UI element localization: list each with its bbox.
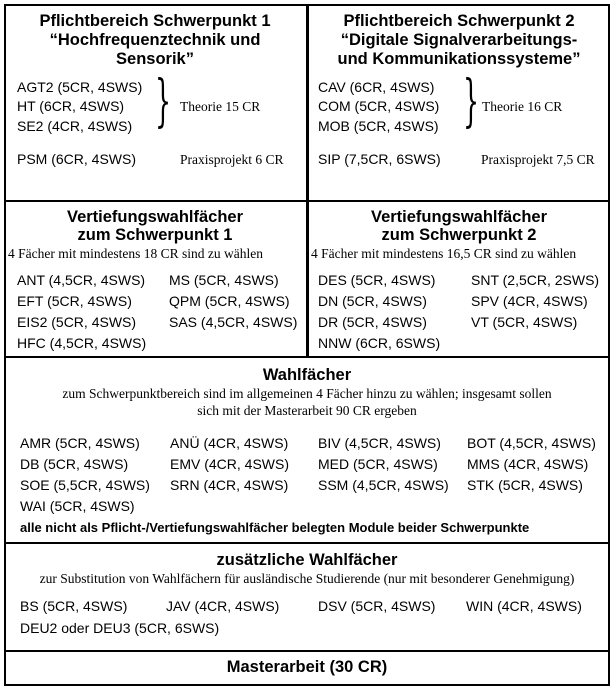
module-item: EIS2 (5CR, 4SWS) [17,314,137,330]
module-item: STK (5CR, 4SWS) [467,477,583,493]
module-item: SOE (5,5CR, 4SWS) [20,477,150,493]
masterarbeit-title: Masterarbeit (30 CR) [226,658,388,676]
module-item: SAS (4,5CR, 4SWS) [169,314,298,330]
section-title: Wahlfächer [262,366,352,384]
section-title-line3: Sensorik” [116,50,194,68]
section-note: 4 Fächer mit mindestens 18 CR sind zu wählen [8,246,263,261]
module-item: ANÜ (4CR, 4SWS) [170,435,289,451]
divider [4,650,610,652]
module-item: MOB (5CR, 4SWS) [318,118,439,134]
module-item: HT (6CR, 4SWS) [17,98,125,114]
module-item: CAV (6CR, 4SWS) [318,79,435,95]
module-item: DEU2 oder DEU3 (5CR, 6SWS) [20,620,220,636]
section-title-line1: Pflichtbereich Schwerpunkt 1 [39,12,271,30]
module-item: NNW (6CR, 6SWS) [318,335,441,351]
module-item: VT (5CR, 4SWS) [471,314,578,330]
section-note: sich mit der Masterarbeit 90 CR ergeben [197,403,417,418]
module-item: WIN (4CR, 4SWS) [466,598,582,614]
module-item: BS (5CR, 4SWS) [20,598,128,614]
section-note: 4 Fächer mit mindestens 16,5 CR sind zu wählen [311,246,577,261]
module-item: DSV (5CR, 4SWS) [318,598,436,614]
module-item: BIV (4,5CR, 4SWS) [318,435,441,451]
module-item: SSM (4,5CR, 4SWS) [318,477,449,493]
section-footer: alle nicht als Pflicht-/Vertiefungswahlfächer belegten Module beider Schwerpunkte [20,520,530,535]
module-item: DB (5CR, 4SWS) [20,456,129,472]
module-item: AGT2 (5CR, 4SWS) [17,79,143,95]
module-item: MMS (4CR, 4SWS) [467,456,589,472]
brace-icon: } [155,69,172,134]
section-note: zur Substitution von Wahlfächern für ausländische Studierende (nur mit besonderer Genehmigung) [39,571,575,586]
section-title-line1: Vertiefungswahlfächer [370,208,548,226]
module-item: WAI (5CR, 4SWS) [20,498,135,514]
section-title-line2: “Hochfrequenztechnik und [49,31,261,49]
module-item: SNT (2,5CR, 2SWS) [471,272,600,288]
module-item: COM (5CR, 4SWS) [318,98,440,114]
section-title-line2: “Digitale Signalverarbeitungs- [340,31,578,49]
module-item: SPV (4CR, 4SWS) [471,293,588,309]
module-item: SRN (4CR, 4SWS) [170,477,289,493]
module-item: QPM (5CR, 4SWS) [169,293,290,309]
theorie-label: Theorie 15 CR [180,99,261,114]
section-title-line1: Vertiefungswahlfächer [66,208,244,226]
section-note: zum Schwerpunktbereich sind im allgemeinen 4 Fächer hinzu zu wählen; insgesamt sollen [62,386,552,401]
praxis-label: Praxisprojekt 7,5 CR [481,152,595,167]
module-item: HFC (4,5CR, 4SWS) [17,335,147,351]
section-title-line2: zum Schwerpunkt 1 [77,226,233,244]
module-item: MED (5CR, 4SWS) [318,456,438,472]
module-item: SIP (7,5CR, 6SWS) [318,151,441,167]
praxis-label: Praxisprojekt 6 CR [180,152,284,167]
module-item: DR (5CR, 4SWS) [318,314,427,330]
module-item: DN (5CR, 4SWS) [318,293,427,309]
module-item: ANT (4,5CR, 4SWS) [17,272,146,288]
section-title-line1: Pflichtbereich Schwerpunkt 2 [343,12,575,30]
module-item: EMV (4CR, 4SWS) [170,456,290,472]
section-title-line2: zum Schwerpunkt 2 [381,226,537,244]
module-item: MS (5CR, 4SWS) [169,272,279,288]
module-item: PSM (6CR, 4SWS) [17,151,137,167]
module-item: BOT (4,5CR, 4SWS) [467,435,596,451]
section-title: zusätzliche Wahlfächer [216,551,398,569]
brace-icon: } [463,69,480,134]
section-title-line3: und Kommunikationssysteme” [337,50,581,68]
theorie-label: Theorie 16 CR [482,99,563,114]
module-item: SE2 (4CR, 4SWS) [17,118,133,134]
divider [4,542,610,544]
module-item: EFT (5CR, 4SWS) [17,293,132,309]
module-item: AMR (5CR, 4SWS) [20,435,140,451]
module-item: DES (5CR, 4SWS) [318,272,436,288]
module-item: JAV (4CR, 4SWS) [166,598,280,614]
